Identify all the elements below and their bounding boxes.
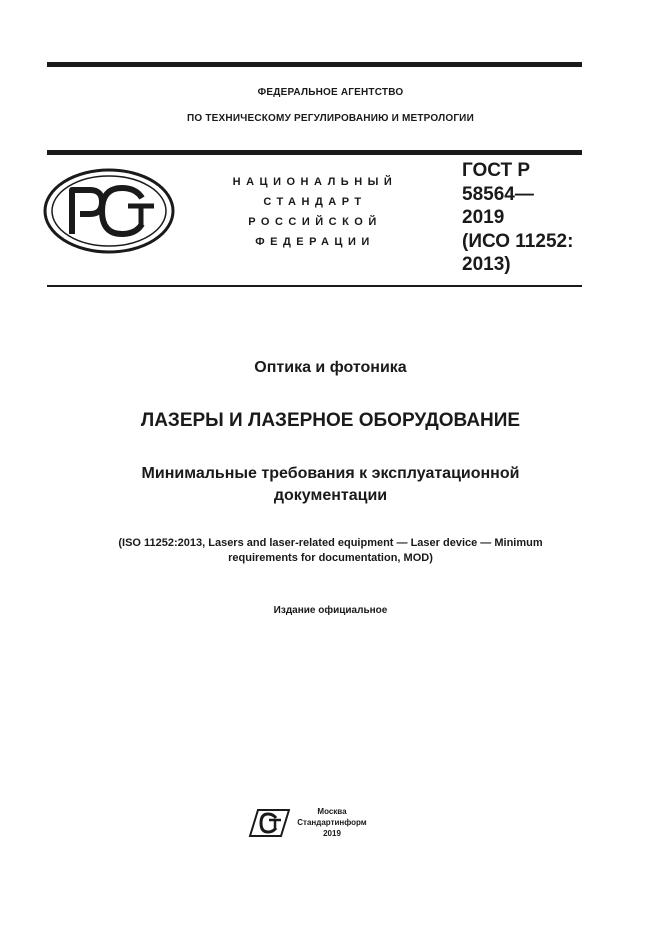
publisher-year: 2019 <box>323 829 341 838</box>
standartinform-logo-icon <box>248 808 290 837</box>
series-title: Оптика и фотоника <box>254 359 407 376</box>
gost-designation <box>462 159 592 277</box>
rst-certification-logo-icon <box>42 168 176 254</box>
publisher-city: Москва <box>317 807 347 816</box>
header-rule <box>47 150 582 155</box>
national-standard-line: НАЦИОНАЛЬНЫЙ <box>232 176 398 188</box>
agency-line-1: ФЕДЕРАЛЬНОЕ АГЕНТСТВО <box>257 87 404 98</box>
national-standard-label <box>210 172 420 252</box>
top-rule <box>47 62 582 67</box>
edition-label: Издание официальное <box>273 605 388 616</box>
iso-reference-line: (ISO 11252:2013, Lasers and laser-related equipment — Laser device — Minimum <box>118 537 543 549</box>
publisher-name: Стандартинформ <box>297 818 367 827</box>
document-subtitle <box>70 463 591 507</box>
document-title: ЛАЗЕРЫ И ЛАЗЕРНОЕ ОБОРУДОВАНИЕ <box>140 410 521 431</box>
gost-line: 58564— <box>462 183 534 205</box>
gost-line: (ИСО 11252: <box>462 230 574 252</box>
subtitle-line: документации <box>273 487 388 504</box>
publisher-info <box>295 806 369 839</box>
subtitle-line: Минимальные требования к эксплуатационной <box>141 465 520 482</box>
national-standard-line: РОССИЙСКОЙ <box>248 216 382 228</box>
gost-line: 2019 <box>462 207 505 228</box>
iso-reference <box>40 536 621 566</box>
standard-block-rule <box>47 285 582 287</box>
national-standard-line: СТАНДАРТ <box>263 196 367 208</box>
agency-line-2: ПО ТЕХНИЧЕСКОМУ РЕГУЛИРОВАНИЮ И МЕТРОЛОГИИ <box>187 113 474 124</box>
national-standard-line: ФЕДЕРАЦИИ <box>255 236 375 248</box>
gost-line: ГОСТ Р <box>462 160 531 181</box>
gost-line: 2013) <box>462 254 511 275</box>
iso-reference-line: requirements for documentation, MOD) <box>228 552 433 564</box>
